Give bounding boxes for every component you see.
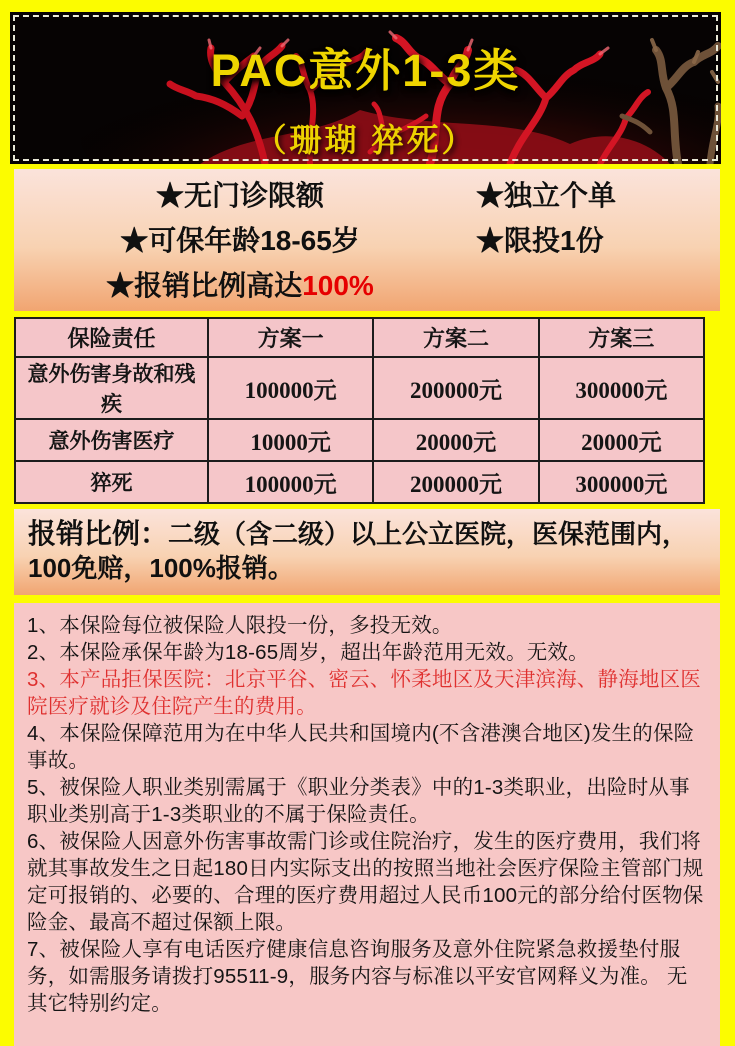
- table-cell: 100000元: [208, 461, 373, 503]
- table-cell: 200000元: [373, 357, 538, 419]
- note-item: 4、本保险保障范用为在中华人民共和国境内(不含港澳合地区)发生的保险事故。: [27, 722, 695, 772]
- note-item: 1、本保险每位被保险人限投一份，多投无效。: [27, 614, 453, 637]
- feature-item: ★独立个单: [476, 179, 617, 211]
- note-item: 6、被保险人因意外伤害事故需门诊或住院治疗，发生的医疗费用，我们将就其事故发生之日起180日内实际支出的按照当地社会医疗保险主管部门规定可报销的、必要的、合理的医疗费用超过人民币100元的部分给付医物保险金、最高不超过保额上限。: [27, 830, 704, 934]
- note-item: 2、本保险承保年龄为18-65周岁，超出年龄范用无效。无效。: [27, 641, 589, 664]
- feature-highlight: 100%: [302, 269, 374, 301]
- insurance-poster: [0, 12, 735, 1036]
- table-row: [15, 419, 704, 461]
- benefits-table: [14, 317, 705, 504]
- note-item: 3、本产品拒保医院：北京平谷、密云、怀柔地区及天津滨海、静海地区医院医疗就诊及住院产生的费用。: [27, 668, 701, 718]
- table-row: [15, 357, 704, 419]
- table-row-label: 意外伤害医疗: [15, 419, 208, 461]
- feature-spacer: [466, 263, 720, 308]
- table-header-cell: 方案二: [373, 318, 538, 357]
- product-title: PAC意外1-3类: [210, 45, 521, 96]
- reimbursement-text: 二级（含二级）以上公立医院，医保范围内，100免赔，100%报销。: [28, 519, 689, 583]
- reimbursement-label: 报销比例：: [28, 518, 169, 549]
- table-cell: 200000元: [373, 461, 538, 503]
- table-row-label: 猝死: [15, 461, 208, 503]
- feature-item: ★无门诊限额: [155, 179, 324, 211]
- feature-item-text: ★报销比例高达: [106, 269, 303, 301]
- table-cell: 300000元: [539, 357, 704, 419]
- table-cell: 20000元: [373, 419, 538, 461]
- table-cell: 10000元: [208, 419, 373, 461]
- table-header-cell: 方案一: [208, 318, 373, 357]
- table-header-row: [15, 318, 704, 357]
- table-row: [15, 461, 704, 503]
- note-item: 5、被保险人职业类别需属于《职业分类表》中的1-3类职业，出险时从事职业类别高于1-3类职业的不属于保险责任。: [27, 776, 690, 826]
- table-cell: 300000元: [539, 461, 704, 503]
- note-item: 7、被保险人享有电话医疗健康信息咨询服务及意外住院紧急救援垫付服务，如需服务请拨打95511-9，服务内容与标准以平安官网释义为准。 无其它特别约定。: [27, 938, 688, 1015]
- feature-item: ★可保年龄18-65岁: [120, 224, 360, 256]
- reimbursement-panel: [14, 509, 720, 595]
- table-header-cell: 方案三: [539, 318, 704, 357]
- table-cell: 20000元: [539, 419, 704, 461]
- table-row-label: 意外伤害身故和残疾: [15, 357, 208, 419]
- notes-panel: [14, 603, 720, 1046]
- features-panel: [14, 169, 720, 311]
- feature-item: [14, 263, 466, 308]
- table-cell: 100000元: [208, 357, 373, 419]
- feature-item: ★限投1份: [476, 224, 604, 256]
- table-header-cell: 保险责任: [15, 318, 208, 357]
- header-panel: [10, 12, 721, 164]
- product-subtitle: （珊瑚 猝死）: [254, 122, 477, 158]
